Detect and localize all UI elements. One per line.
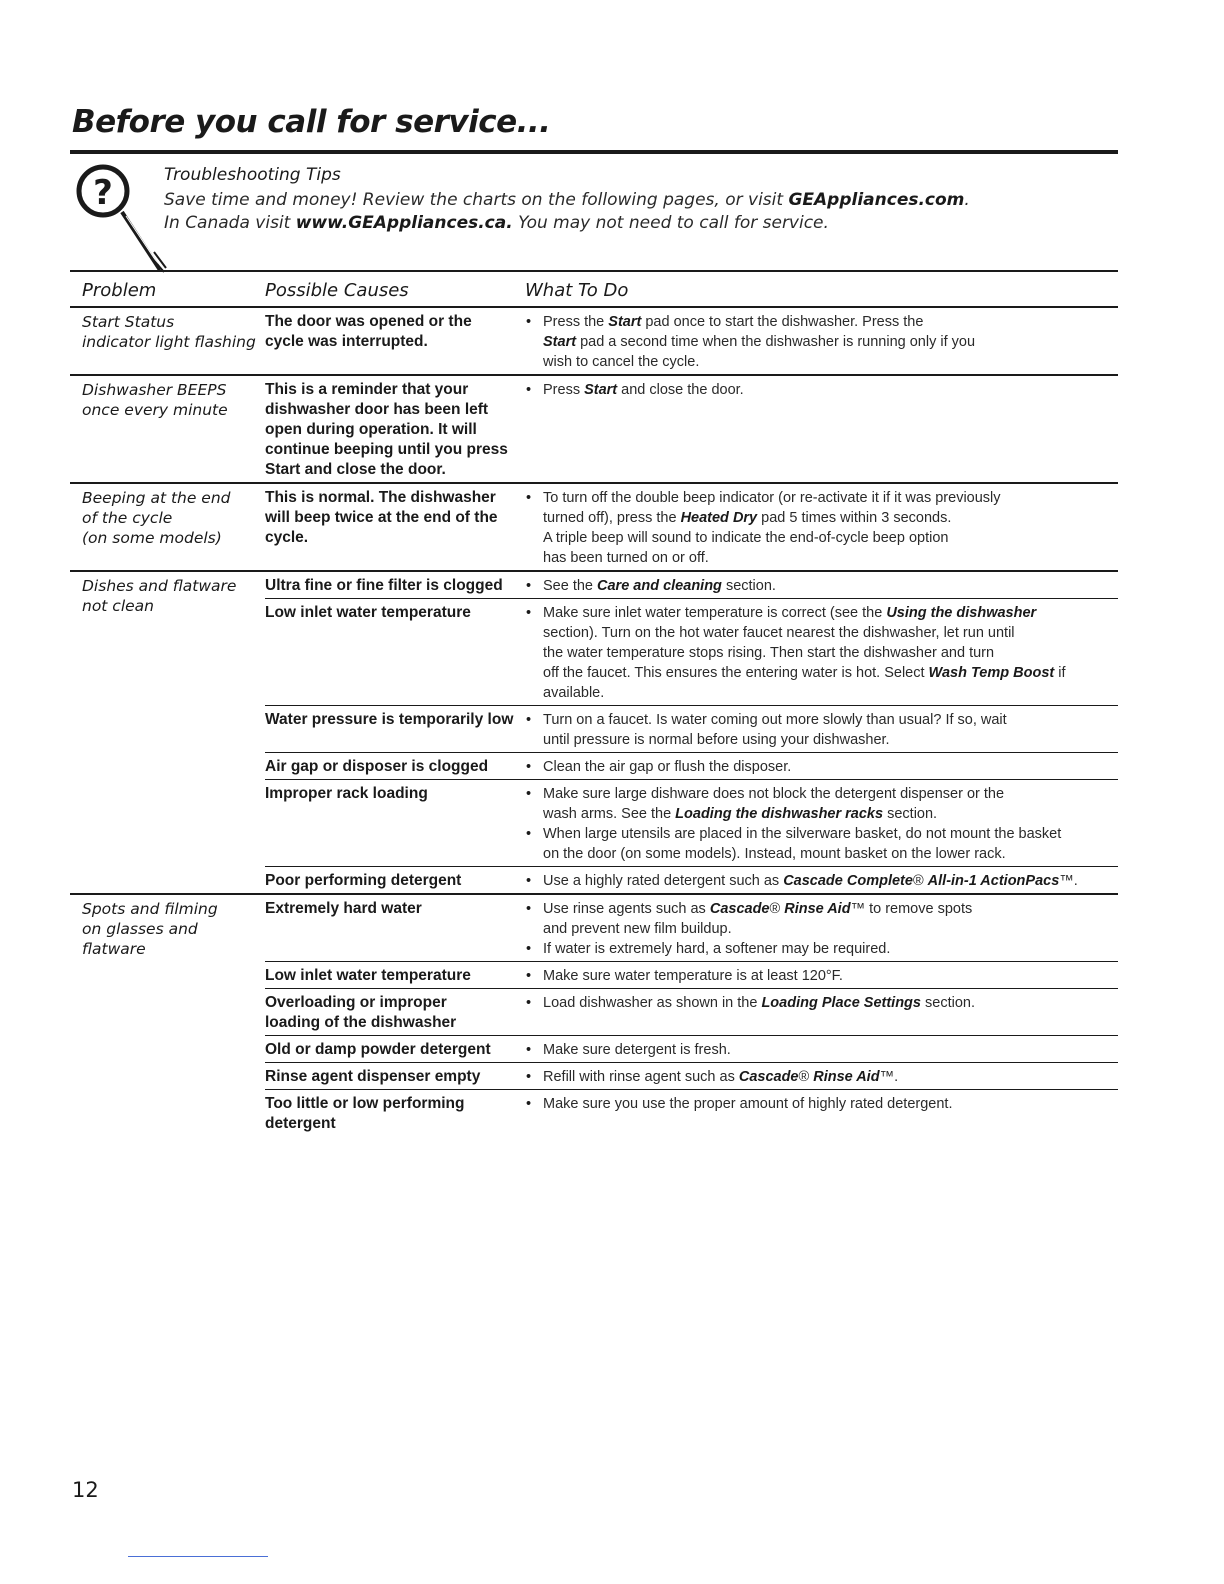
possible-cause: Old or damp powder detergent bbox=[265, 1041, 491, 1058]
solution-bullet bbox=[525, 1067, 1118, 1087]
what-to-do bbox=[525, 1065, 1118, 1087]
solution-text: ® bbox=[798, 1069, 814, 1085]
header-what-to-do: What To Do bbox=[525, 280, 629, 301]
problem-group bbox=[70, 376, 1118, 484]
problem-group bbox=[70, 895, 1118, 1136]
possible-cause: Extremely hard water bbox=[265, 900, 422, 917]
emphasis-text: Loading the dishwasher racks bbox=[675, 806, 884, 822]
solution-text: section. bbox=[920, 995, 975, 1011]
problem-label: Dishes and flatware not clean bbox=[82, 577, 237, 615]
emphasis-text: Start bbox=[584, 382, 618, 398]
emphasis-text: Rinse Aid bbox=[813, 1069, 880, 1085]
solution-text: Make sure large dishware does not block the detergent dispenser or the wash arms. See the bbox=[543, 786, 1005, 822]
table-row bbox=[265, 1089, 1118, 1136]
solution-bullet bbox=[525, 757, 1118, 777]
solution-bullet bbox=[525, 899, 1118, 939]
problem-label: Beeping at the end of the cycle (on some models) bbox=[82, 489, 231, 547]
emphasis-text: Start bbox=[608, 314, 642, 330]
what-to-do bbox=[525, 310, 1118, 372]
solution-bullet bbox=[525, 380, 1118, 400]
solution-text: To turn off the double beep indicator (or re-activate it if it was previously turned off), press the bbox=[543, 490, 1001, 526]
solution-text: Make sure water temperature is at least 120°F. bbox=[543, 968, 843, 984]
tips-line-1-text: Save time and money! Review the charts on the following pages, or visit bbox=[164, 190, 789, 210]
table-row bbox=[265, 484, 1118, 570]
what-to-do bbox=[525, 755, 1118, 777]
table-row bbox=[265, 376, 1118, 482]
tips-line-2 bbox=[164, 213, 829, 233]
solution-text: Turn on a faucet. Is water coming out more slowly than usual? If so, wait until pressure is normal before using your dishwasher. bbox=[543, 712, 1007, 748]
solution-bullet bbox=[525, 966, 1118, 986]
solution-text: Make sure inlet water temperature is correct (see the bbox=[543, 605, 887, 621]
solution-text: ® bbox=[912, 873, 928, 889]
emphasis-text: Using the dishwasher bbox=[886, 605, 1037, 621]
solution-text: Make sure you use the proper amount of highly rated detergent. bbox=[543, 1096, 953, 1112]
emphasis-text: Heated Dry bbox=[680, 510, 758, 526]
table-row bbox=[265, 572, 1118, 598]
possible-cause: Ultra fine or fine filter is clogged bbox=[265, 577, 503, 594]
table-row bbox=[265, 988, 1118, 1035]
solution-bullet bbox=[525, 993, 1118, 1013]
solution-bullet bbox=[525, 1040, 1118, 1060]
what-to-do bbox=[525, 869, 1118, 891]
solution-bullet bbox=[525, 312, 1118, 372]
troubleshooting-table bbox=[70, 270, 1118, 1136]
what-to-do bbox=[525, 782, 1118, 864]
page-title: Before you call for service... bbox=[72, 104, 551, 140]
solution-bullet bbox=[525, 488, 1118, 568]
footer-link-line bbox=[128, 1556, 268, 1557]
table-row bbox=[265, 779, 1118, 866]
problem-label: Spots and filming on glasses and flatware bbox=[82, 900, 218, 958]
table-row bbox=[265, 705, 1118, 752]
what-to-do bbox=[525, 1038, 1118, 1060]
what-to-do bbox=[525, 708, 1118, 750]
solution-text: Press the bbox=[543, 314, 609, 330]
possible-cause: Water pressure is temporarily low bbox=[265, 711, 514, 728]
question-magnifier-icon bbox=[74, 160, 170, 276]
solution-bullet bbox=[525, 824, 1118, 864]
what-to-do bbox=[525, 964, 1118, 986]
emphasis-text: Wash Temp Boost bbox=[928, 665, 1055, 681]
solution-text: pad 5 times within 3 seconds. A triple beep will sound to indicate the end-of-cycle beep option has been turned on or off. bbox=[543, 510, 952, 566]
solution-bullet bbox=[525, 576, 1118, 596]
possible-cause: This is a reminder that your dishwasher door has been left open during operation. It will continue beeping until you press Start and close the door. bbox=[265, 381, 508, 478]
cause-rows bbox=[265, 484, 1118, 570]
possible-cause: Overloading or improper loading of the dishwasher bbox=[265, 994, 457, 1031]
cause-rows bbox=[265, 895, 1118, 1136]
ge-appliances-link[interactable]: GEAppliances.com bbox=[788, 190, 965, 210]
solution-text: section. bbox=[883, 806, 938, 822]
what-to-do bbox=[525, 574, 1118, 596]
possible-cause: Low inlet water temperature bbox=[265, 604, 471, 621]
solution-bullet bbox=[525, 871, 1118, 891]
possible-cause: The door was opened or the cycle was interrupted. bbox=[265, 313, 472, 350]
solution-text: Use a highly rated detergent such as bbox=[543, 873, 784, 889]
table-row bbox=[265, 308, 1118, 374]
solution-text: and close the door. bbox=[617, 382, 744, 398]
header-problem: Problem bbox=[82, 280, 157, 301]
what-to-do bbox=[525, 991, 1118, 1033]
solution-text: ™. bbox=[1059, 873, 1078, 889]
table-row bbox=[265, 866, 1118, 893]
tips-line-2-text: In Canada visit bbox=[164, 213, 296, 233]
emphasis-text: Care and cleaning bbox=[597, 578, 722, 594]
table-row bbox=[265, 1035, 1118, 1062]
what-to-do bbox=[525, 601, 1118, 703]
table-row bbox=[265, 961, 1118, 988]
solution-text: Use rinse agents such as bbox=[543, 901, 710, 917]
page-number: 12 bbox=[72, 1478, 99, 1502]
emphasis-text: Loading Place Settings bbox=[761, 995, 921, 1011]
solution-bullet bbox=[525, 1094, 1118, 1114]
solution-text: ® bbox=[769, 901, 785, 917]
problem-group bbox=[70, 572, 1118, 895]
table-row bbox=[265, 1062, 1118, 1089]
table-row bbox=[265, 895, 1118, 961]
solution-text: ™. bbox=[879, 1069, 899, 1085]
solution-text: ™ to remove spots and prevent new film buildup. bbox=[543, 901, 973, 937]
solution-text: When large utensils are placed in the silverware basket, do not mount the basket on the door (on some models). Instead, mount basket on the lower rack. bbox=[543, 826, 1062, 862]
solution-text: See the bbox=[543, 578, 598, 594]
what-to-do bbox=[525, 378, 1118, 480]
solution-text: pad once to start the dishwasher. Press the bbox=[645, 314, 924, 330]
tips-line-1-end: . bbox=[964, 190, 970, 210]
solution-text: section. bbox=[721, 578, 776, 594]
solution-text: If water is extremely hard, a softener may be required. bbox=[543, 941, 891, 957]
what-to-do bbox=[525, 897, 1118, 959]
solution-text: Make sure detergent is fresh. bbox=[543, 1042, 731, 1058]
emphasis-text: Cascade bbox=[738, 1069, 799, 1085]
possible-cause: Rinse agent dispenser empty bbox=[265, 1068, 481, 1085]
possible-cause: Low inlet water temperature bbox=[265, 967, 471, 984]
solution-text: Load dishwasher as shown in the bbox=[543, 995, 762, 1011]
title-divider bbox=[70, 150, 1118, 154]
solution-bullet bbox=[525, 784, 1118, 824]
table-header bbox=[70, 270, 1118, 308]
tips-line-1 bbox=[164, 190, 970, 210]
solution-text: Refill with rinse agent such as bbox=[543, 1069, 739, 1085]
emphasis-text: All-in-1 ActionPacs bbox=[927, 873, 1060, 889]
possible-cause: This is normal. The dishwasher will beep twice at the end of the cycle. bbox=[265, 489, 498, 546]
tips-heading: Troubleshooting Tips bbox=[164, 165, 341, 185]
possible-cause: Poor performing detergent bbox=[265, 872, 462, 889]
header-possible-causes: Possible Causes bbox=[265, 280, 409, 301]
solution-bullet bbox=[525, 603, 1118, 703]
cause-rows bbox=[265, 376, 1118, 482]
emphasis-text: Start bbox=[543, 334, 577, 350]
solution-text: Clean the air gap or flush the disposer. bbox=[543, 759, 792, 775]
problem-label: Dishwasher BEEPS once every minute bbox=[82, 381, 228, 419]
possible-cause: Improper rack loading bbox=[265, 785, 428, 802]
what-to-do bbox=[525, 1092, 1118, 1134]
problem-label: Start Status indicator light flashing bbox=[82, 313, 256, 351]
problem-group bbox=[70, 484, 1118, 572]
possible-cause: Too little or low performing detergent bbox=[265, 1095, 465, 1132]
cause-rows bbox=[265, 572, 1118, 893]
emphasis-text: Cascade bbox=[709, 901, 770, 917]
tips-line-2-end: You may not need to call for service. bbox=[512, 213, 829, 233]
svg-text:?: ? bbox=[93, 173, 113, 213]
what-to-do bbox=[525, 486, 1118, 568]
cause-rows bbox=[265, 308, 1118, 374]
solution-text: Press bbox=[543, 382, 585, 398]
table-row bbox=[265, 598, 1118, 705]
solution-bullet bbox=[525, 939, 1118, 959]
ge-appliances-canada-link[interactable]: www.GEAppliances.ca. bbox=[295, 213, 513, 233]
table-body bbox=[70, 308, 1118, 1136]
possible-cause: Air gap or disposer is clogged bbox=[265, 758, 489, 775]
table-row bbox=[265, 752, 1118, 779]
problem-group bbox=[70, 308, 1118, 376]
emphasis-text: Cascade Complete bbox=[783, 873, 913, 889]
solution-text: pad a second time when the dishwasher is running only if you wish to cancel the cycle. bbox=[543, 334, 976, 370]
solution-text: if available. bbox=[543, 665, 1066, 701]
emphasis-text: Rinse Aid bbox=[784, 901, 851, 917]
solution-bullet bbox=[525, 710, 1118, 750]
solution-text: section). Turn on the hot water faucet nearest the dishwasher, let run until the water temperature stops rising. Then start the dishwasher and turn off the faucet. This ensures the entering water is hot. Select bbox=[543, 625, 1015, 681]
